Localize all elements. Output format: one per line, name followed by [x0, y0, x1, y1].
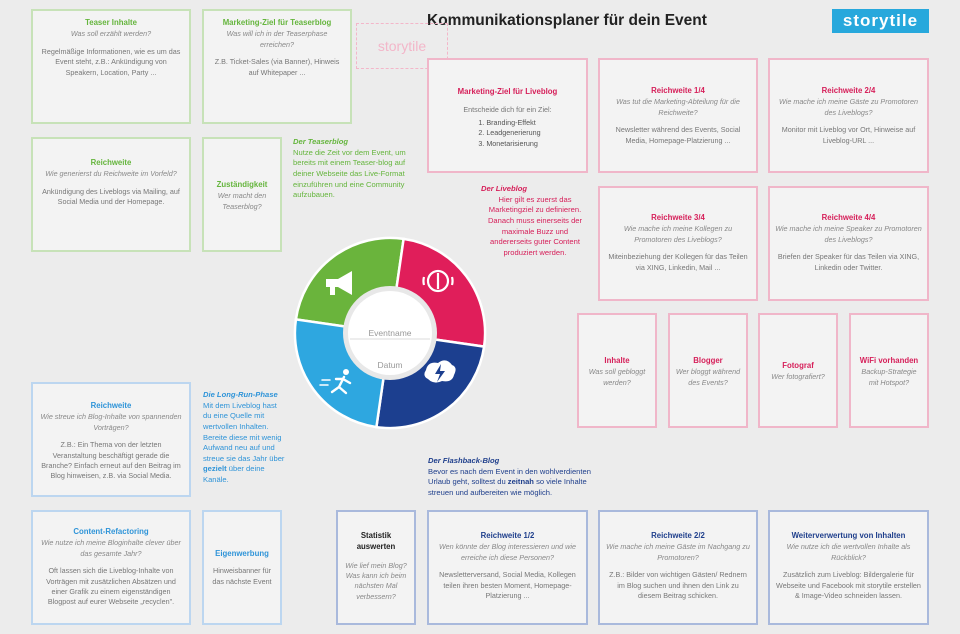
card-title: Marketing-Ziel für Liveblog	[457, 87, 558, 96]
card-question: Wen könnte der Blog interessieren und wie erreiche ich diese Personen?	[439, 542, 576, 562]
card-question: Wie nutze ich die wertvollen Inhalte als Rückblick?	[786, 542, 911, 562]
card-question: Wie mache ich meine Speaker zu Promotoren des Liveblogs?	[775, 224, 922, 244]
card-title: Reichweite 2/2	[651, 531, 705, 540]
card-text: Z.B. Ticket-Sales (via Banner), Hinweis auf Whitepaper ...	[214, 57, 340, 77]
card-title: Reichweite 3/4	[651, 213, 705, 222]
card-teaser-inhalte	[31, 9, 191, 124]
note-liveblog	[481, 184, 589, 258]
ghost-logo: storytile	[356, 23, 448, 69]
card-title: WiFi vorhanden	[859, 355, 919, 365]
date-label[interactable]: Datum	[377, 360, 403, 370]
card-question: Was soll erzählt werden?	[70, 29, 152, 39]
goal-item: 2. Leadgenerierung	[486, 128, 540, 138]
card-title: Blogger	[693, 355, 723, 365]
note-text: Hier gilt es zuerst das Marketingziel zu definieren. Danach muss einerseits der maximale Buzz und andererseits guter Content produziert werden.	[487, 194, 583, 257]
card-text: Zusätzlich zum Liveblog: Bildergalerie für Webseite und Facebook mit storytile erstellen & Image-Video schneiden lassen.	[776, 570, 921, 601]
note-heading: Der Liveblog	[481, 184, 527, 193]
card-title: Content-Refactoring	[73, 527, 149, 536]
card-liveblog-fotograf	[758, 313, 838, 428]
card-text: Ankündigung des Liveblogs via Mailing, auf Social Media und der Homepage.	[42, 186, 180, 207]
card-text: Entscheide dich für ein Ziel:	[463, 105, 552, 115]
card-flashback-reichweite-1	[427, 510, 588, 625]
card-text: Newsletter während des Events, Social Media, Homepage-Platzierung ...	[615, 125, 741, 145]
card-title: Reichweite	[90, 158, 132, 167]
card-question: Backup-Strategie mit Hotspot?	[861, 367, 917, 387]
card-title: Inhalte	[604, 355, 630, 365]
card-title: Reichweite 1/4	[651, 86, 705, 95]
card-text: Z.B.: Bilder von wichtigen Gästen/ Rednern im Blog suchen und ihnen den Link zu diesem Beitrag schicken.	[609, 570, 747, 601]
note-heading: Der Teaserblog	[293, 137, 349, 146]
card-text: Newsletterversand, Social Media, Kollegen teilen ihren besten Moment, Homepage-Platzierung ...	[439, 570, 576, 601]
card-title: Teaser Inhalte	[85, 18, 137, 27]
card-text: Z.B.: Ein Thema von der letzten Veranstaltung beschäftigt gerade die Branche? Einfach erneut auf den Beitrag im Blog hinweisen, z.B. via Social Media.	[41, 440, 181, 481]
card-question: Was soll gebloggt werden?	[588, 367, 646, 387]
card-title: Reichweite	[90, 401, 132, 410]
card-liveblog-reichweite-3	[598, 186, 758, 301]
note-longrun	[203, 390, 286, 486]
card-question: Wie mache ich meine Gäste zu Promotoren des Liveblogs?	[779, 97, 918, 117]
card-title: Reichweite 2/4	[821, 86, 876, 95]
note-flashback	[428, 456, 613, 499]
card-teaser-reichweite	[31, 137, 191, 252]
storytile-logo[interactable]: storytile	[832, 9, 929, 33]
card-question: Wer bloggt während des Events?	[675, 367, 741, 387]
card-title: Statistik auswerten	[356, 531, 396, 552]
card-teaser-zustaendigkeit	[202, 137, 282, 252]
card-question: Wer macht den Teaserblog?	[217, 191, 267, 211]
goal-item: 3. Monetarisierung	[486, 139, 540, 149]
card-liveblog-blogger	[668, 313, 748, 428]
card-title: Fotograf	[782, 361, 814, 371]
card-longrun-reichweite	[31, 382, 191, 497]
card-flashback-reichweite-2	[598, 510, 758, 625]
card-title: Marketing-Ziel für Teaserblog	[222, 18, 332, 27]
note-teaserblog	[293, 137, 411, 201]
card-question: Wie mache ich meine Gäste im Nachgang zu Promotoren?	[606, 542, 750, 562]
card-liveblog-wifi	[849, 313, 929, 428]
card-title: Eigenwerbung	[215, 549, 269, 558]
card-title: Zuständigkeit	[216, 179, 268, 189]
goal-list	[474, 118, 540, 149]
event-name-label[interactable]: Eventname	[368, 328, 412, 338]
note-text: Mit dem Liveblog hast du eine Quelle mit wertvollen Inhalten. Bereite diese mit wenig Aufwand neu auf und streue sie das Jahr über	[203, 400, 285, 463]
card-text: Regelmäßige Informationen, wie es um das Event steht, z.B.: Ankündigung von Speakern, Location, Party ...	[41, 46, 181, 77]
card-question: Was will ich in der Teaserphase erreichen?	[226, 29, 328, 49]
note-text-end: über deine Kanäle.	[203, 464, 265, 484]
card-title: Reichweite 1/2	[480, 531, 535, 540]
card-flashback-statistik	[336, 510, 416, 625]
note-text: Nutze die Zeit vor dem Event, um bereits mit einem Teaser-blog auf deiner Webseite das Live-Format einzuführen und eine Community aufzubauen.	[293, 147, 406, 200]
card-question: Wie generierst du Reichweite im Vorfeld?	[45, 169, 177, 179]
note-text: Bevor es nach dem Event in den wohlverdienten Urlaub geht, solltest du	[428, 466, 591, 487]
card-question: Wer fotografiert?	[771, 372, 825, 382]
card-title: Reichweite 4/4	[821, 213, 876, 222]
card-text: Briefen der Speaker für das Teilen via XING, Linkedin oder Twitter.	[777, 252, 920, 272]
card-liveblog-inhalte	[577, 313, 657, 428]
note-highlight: gezielt	[203, 464, 227, 474]
card-liveblog-reichweite-1	[598, 58, 758, 173]
note-highlight: zeitnah	[507, 477, 534, 487]
card-question: Was tut die Marketing-Abteilung für die Reichweite?	[616, 97, 740, 117]
card-title: Weiterverwertung von Inhalten	[791, 531, 906, 540]
card-question: Wie lief mein Blog? Was kann ich beim nächsten Mal verbessern?	[345, 560, 407, 601]
card-question: Wie nutze ich meine Bloginhalte clever über das gesamte Jahr?	[41, 538, 181, 558]
card-liveblog-marketing	[427, 58, 588, 173]
card-text: Miteinbeziehung der Kollegen für das Teilen via XING, Linkedin, Mail ...	[608, 252, 748, 272]
card-liveblog-reichweite-2	[768, 58, 929, 173]
goal-item: 1. Branding-Effekt	[486, 118, 540, 128]
card-text: Hinweisbanner für das nächste Event	[212, 566, 272, 586]
card-teaser-marketing	[202, 9, 352, 124]
card-flashback-weiterverwertung	[768, 510, 929, 625]
note-heading: Der Flashback-Blog	[428, 456, 500, 465]
card-question: Wie streue ich Blog-Inhalte von spannenden Vorträgen?	[40, 412, 182, 432]
note-heading: Die Long-Run-Phase	[203, 390, 278, 399]
card-question: Wie mache ich meine Kollegen zu Promotoren des Liveblogs?	[623, 224, 733, 244]
page-title: Kommunikationsplaner für dein Event	[427, 12, 707, 29]
card-text: Oft lassen sich die Liveblog-Inhalte von Vorträgen mit zusätzlichen Absätzen und einer Grafik zu einem eigenständigen Blogpost auf eurer Webseite „recyclen".	[46, 566, 176, 607]
card-longrun-eigenwerbung	[202, 510, 282, 625]
card-text: Monitor mit Liveblog vor Ort, Hinweise auf Liveblog-URL ...	[781, 125, 916, 145]
note-text-end: so viele Inhalte streuen und aufbereiten wie möglich.	[428, 477, 587, 497]
card-liveblog-reichweite-4	[768, 186, 929, 301]
card-longrun-refactoring	[31, 510, 191, 625]
